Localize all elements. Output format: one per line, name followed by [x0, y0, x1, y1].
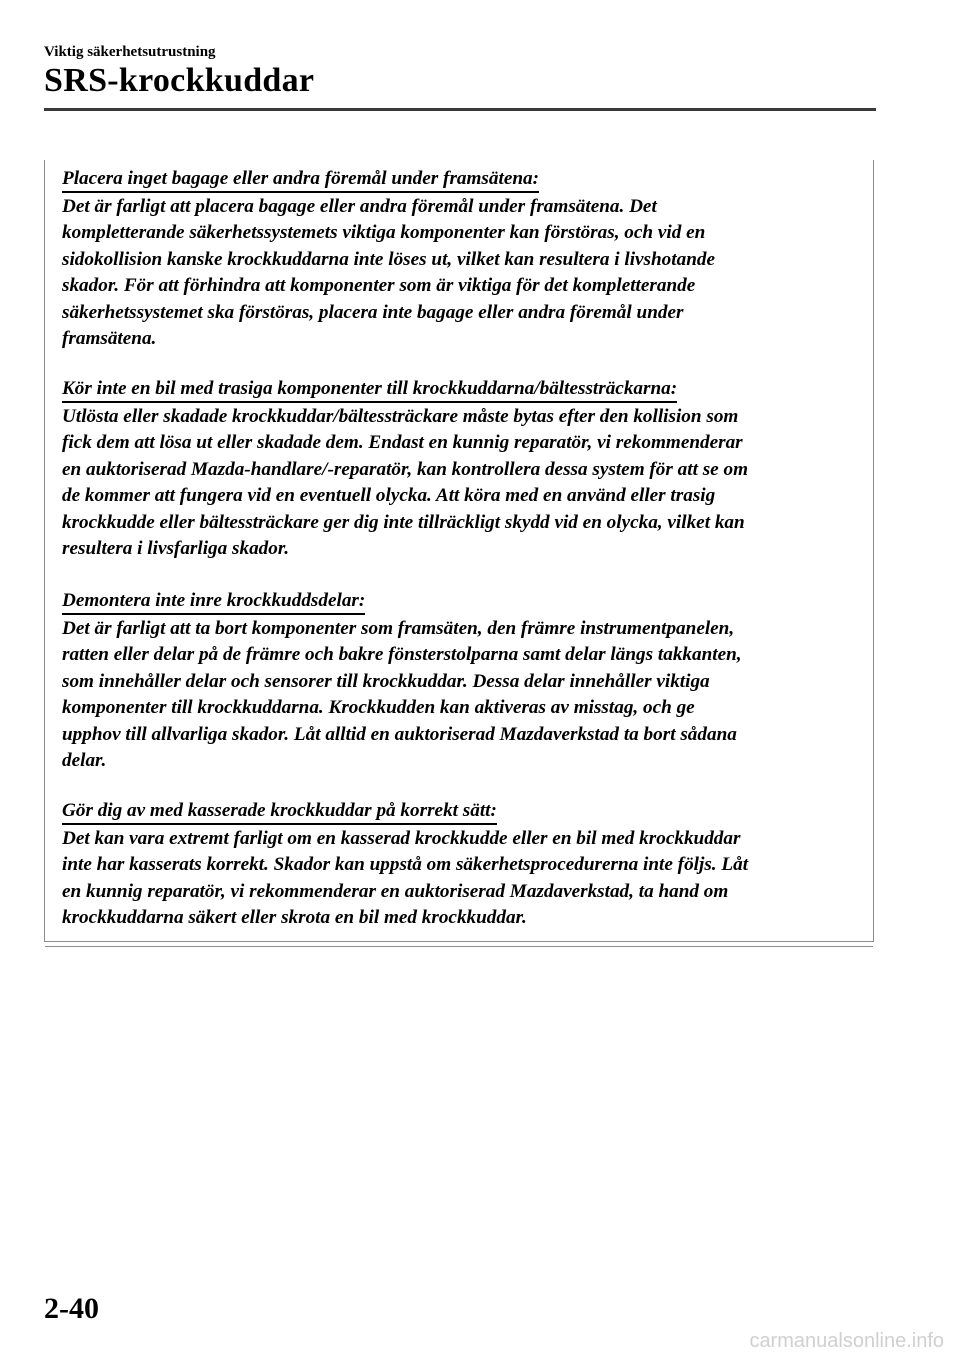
warning-box	[44, 160, 874, 942]
page-title: SRS-krockkuddar	[44, 62, 315, 99]
page-number: 2-40	[44, 1292, 99, 1325]
section-label: Viktig säkerhetsutrustning	[44, 44, 216, 60]
watermark: carmanualsonline.info	[749, 1330, 944, 1352]
warning-heading: Kör inte en bil med trasiga komponenter till krockkuddarna/bältessträckarna:	[62, 378, 677, 403]
warning-heading: Placera inget bagage eller andra föremål under framsätena:	[62, 168, 539, 193]
warning-section	[62, 166, 862, 352]
warning-heading: Demontera inte inre krockkuddsdelar:	[62, 590, 365, 615]
warning-section	[62, 798, 862, 932]
title-rule	[44, 108, 876, 111]
warning-body: Det är farligt att ta bort komponenter som framsäten, den främre instrumentpanelen, ratten eller delar på de främre och bakre fönsterstolparna samt delar längs takkanten, som innehåller delar och sensorer till krockkuddar. Dessa delar innehåller viktiga komponenter till krockkuddarna. Krockkudden kan aktiveras av misstag, och ge upphov till allvarliga skador. Låt alltid en auktoriserad Mazdaverkstad ta bort sådana delar.	[62, 618, 742, 772]
warning-body: Utlösta eller skadade krockkuddar/bältessträckare måste bytas efter den kollision som fick dem att lösa ut eller skadade dem. Endast en kunnig reparatör, vi rekommenderar en auktoriserad Mazda-handlare/-reparatör, kan kontrollera dessa system för att se om de kommer att fungera vid en eventuell olycka. Att köra med en använd eller trasig krockkudde eller bältessträckare ger dig inte tillräckligt skydd vid en olycka, vilket kan resultera i livsfarliga skador.	[62, 406, 749, 560]
warning-heading: Gör dig av med kasserade krockkuddar på korrekt sätt:	[62, 800, 497, 825]
warning-body: Det kan vara extremt farligt om en kasserad krockkudde eller en bil med krockkuddar inte har kasserats korrekt. Skador kan uppstå om säkerhetsprocedurerna inte följs. Låt en kunnig reparatör, vi rekommenderar en auktoriserad Mazdaverkstad, ta hand om krockkuddarna säkert eller skrota en bil med krockkuddar.	[62, 828, 749, 929]
warning-section	[62, 376, 862, 562]
warning-body: Det är farligt att placera bagage eller andra föremål under framsätena. Det kompletterande säkerhetssystemets viktiga komponenter kan förstöras, och vid en sidokollision kanske krockkuddarna inte löses ut, vilket kan resultera i livshotande skador. För att förhindra att komponenter som är viktiga för det kompletterande säkerhetssystemet ska förstöras, placera inte bagage eller andra föremål under framsätena.	[62, 196, 715, 350]
warning-section	[62, 588, 862, 774]
